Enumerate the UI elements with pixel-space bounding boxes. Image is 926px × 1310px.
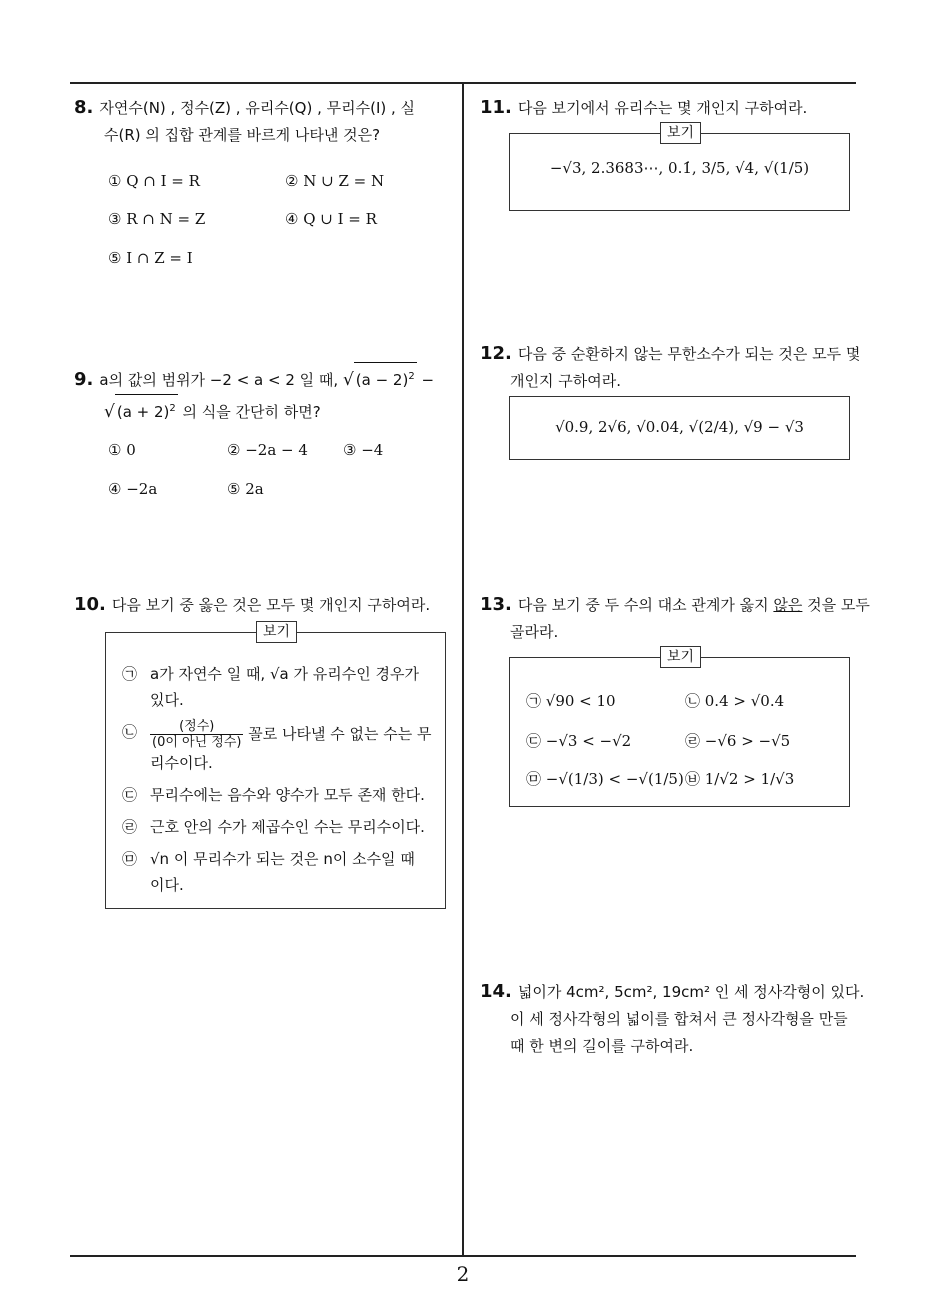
example-item: ㉡ 0.4 > √0.4 bbox=[685, 692, 785, 710]
option-5[interactable]: ⑤ I ∩ Z = I bbox=[108, 249, 193, 267]
example-item: ㉣ 근호 안의 수가 제곱수인 수는 무리수이다. bbox=[122, 818, 425, 836]
question-10 bbox=[74, 591, 459, 619]
box-label: 보기 bbox=[660, 122, 701, 144]
option-4[interactable]: ④ Q ∪ I = R bbox=[285, 210, 377, 228]
question-number: 9. bbox=[74, 369, 94, 390]
option-3[interactable]: ③ −4 bbox=[343, 441, 384, 459]
option-4[interactable]: ④ −2a bbox=[108, 480, 158, 498]
example-item: ㉣ −√6 > −√5 bbox=[685, 732, 791, 750]
question-text: 다음 중 순환하지 않는 무한소수가 되는 것은 모두 몇 bbox=[517, 345, 861, 363]
option-2[interactable]: ② N ∪ Z = N bbox=[285, 172, 385, 190]
option-1[interactable]: ① Q ∩ I = R bbox=[108, 172, 200, 190]
radicand: $(a - 2)^2$ bbox=[354, 362, 417, 394]
question-number: 11. bbox=[480, 97, 512, 118]
sqrt-symbol: √ bbox=[104, 402, 115, 422]
box-label: 보기 bbox=[660, 646, 701, 668]
question-text: 다음 보기 중 두 수의 대소 관계가 옳지 bbox=[517, 596, 769, 614]
column-divider bbox=[462, 82, 464, 1256]
question-12 bbox=[480, 340, 865, 395]
sqrt-symbol: √ bbox=[342, 370, 354, 390]
question-text-3: 때 한 변의 길이를 구하여라. bbox=[510, 1037, 694, 1055]
question-text: 것을 모두 bbox=[807, 596, 870, 614]
box-label: 보기 bbox=[256, 621, 297, 643]
example-box bbox=[509, 125, 850, 211]
fraction: $\frac{\text{(정수)}}{\text{(0이 아닌 정수)}}$ bbox=[152, 719, 242, 750]
radicand: $(a + 2)^2$ bbox=[115, 394, 178, 426]
question-text-2: 골라라. bbox=[510, 623, 559, 641]
bottom-rule bbox=[70, 1255, 856, 1257]
underlined-word: 않은 bbox=[773, 596, 803, 614]
question-number: 10. bbox=[74, 594, 106, 615]
question-text: 자연수(N) , 정수(Z) , 유리수(Q) , 무리수(I) , 실 bbox=[99, 99, 416, 117]
question-text-2: 개인지 구하여라. bbox=[510, 372, 621, 390]
question-number: 8. bbox=[74, 97, 94, 118]
question-14 bbox=[480, 978, 865, 1060]
question-9 bbox=[74, 362, 459, 426]
question-number: 13. bbox=[480, 594, 512, 615]
option-1[interactable]: ① 0 bbox=[108, 441, 136, 459]
example-item: ㉥ 1/√2 > 1/√3 bbox=[685, 770, 795, 788]
question-text-2: 의 식을 간단히 하면? bbox=[182, 403, 321, 421]
question-13 bbox=[480, 591, 870, 646]
example-box bbox=[509, 649, 850, 807]
expression: −√3, 2.3683⋯, 0.1̇, 3/5, √4, √(1/5) bbox=[549, 159, 810, 177]
minus-sign: − bbox=[421, 371, 435, 389]
question-number: 12. bbox=[480, 343, 512, 364]
example-item: ㉠ √90 < 10 bbox=[526, 692, 616, 710]
example-item: ㉤ √n 이 무리수가 되는 것은 n이 소수일 때 이다. bbox=[122, 850, 415, 894]
page-number: 2 bbox=[456, 1262, 470, 1286]
question-number: 14. bbox=[480, 981, 512, 1002]
example-box bbox=[105, 624, 446, 909]
question-text: 넓이가 4cm², 5cm², 19cm² 인 세 정사각형이 있다. bbox=[517, 983, 865, 1001]
question-8 bbox=[74, 94, 459, 149]
option-5[interactable]: ⑤ 2a bbox=[227, 480, 264, 498]
example-item: ㉠ a가 자연수 일 때, √a 가 유리수인 경우가 있다. bbox=[122, 665, 419, 709]
example-item: ㉡ $\frac{\text{(정수)}}{\text{(0이 아닌 정수)}}$ 꼴로 나타낼 수 없는 수는 무리수이다. bbox=[122, 719, 432, 772]
question-text: 다음 보기 중 옳은 것은 모두 몇 개인지 구하여라. bbox=[111, 596, 431, 614]
question-11 bbox=[480, 94, 865, 122]
example-list bbox=[122, 661, 432, 904]
option-2[interactable]: ② −2a − 4 bbox=[227, 441, 308, 459]
expression-box bbox=[509, 396, 850, 460]
expression: √0.9, 2√6, √0.04, √(2/4), √9 − √3 bbox=[555, 418, 804, 436]
question-text: a의 값의 범위가 −2 < a < 2 일 때, bbox=[99, 371, 339, 389]
example-item: ㉢ −√3 < −√2 bbox=[526, 732, 632, 750]
option-3[interactable]: ③ R ∩ N = Z bbox=[108, 210, 206, 228]
question-text-2: 수(R) 의 집합 관계를 바르게 나타낸 것은? bbox=[104, 126, 381, 144]
example-item: ㉤ −√(1/3) < −√(1/5) bbox=[526, 770, 684, 788]
question-text: 다음 보기에서 유리수는 몇 개인지 구하여라. bbox=[517, 99, 808, 117]
example-item: ㉢ 무리수에는 음수와 양수가 모두 존재 한다. bbox=[122, 786, 425, 804]
question-text-2: 이 세 정사각형의 넓이를 합쳐서 큰 정사각형을 만들 bbox=[510, 1010, 848, 1028]
